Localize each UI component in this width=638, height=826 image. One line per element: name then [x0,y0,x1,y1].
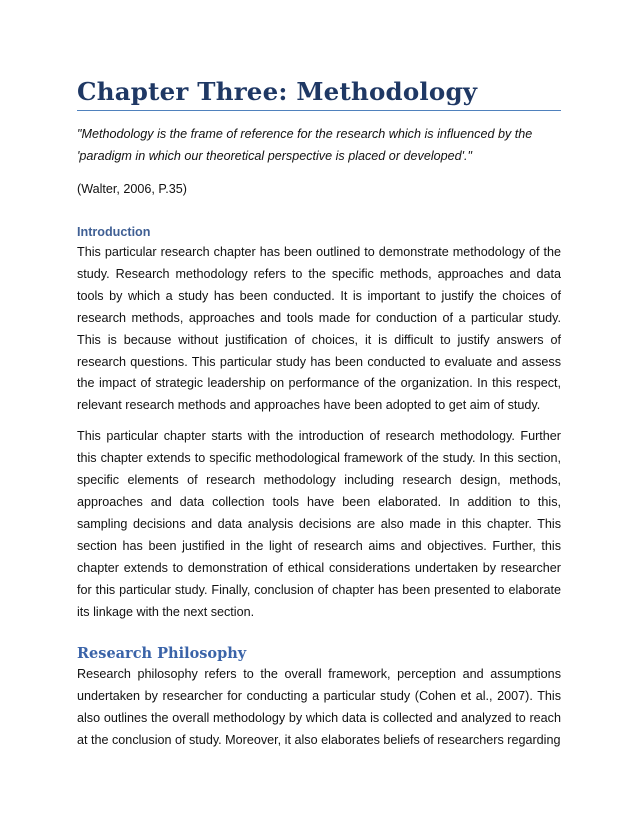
epigraph-quote [77,123,561,167]
epigraph-quote-line-2: 'paradigm in which our theoretical perspective is placed or developed'." [77,149,473,163]
introduction-paragraph-1: This particular research chapter has been outlined to demonstrate methodology of the study. Research methodology refers to the specific methods, approaches and data tools by which a study has been conducted. It is important to justify the choices of research methods, approaches and tools made for conduction of a particular study. This is because without justification of choices, it is difficult to justify answers of research questions. This particular study has been conducted to evaluate and assess the impact of strategic leadership on performance of the organization. In this respect, relevant research methods and approaches have been adopted to get aim of study. [77,245,561,413]
epigraph-quote-line-1: "Methodology is the frame of reference for the research which is influenced by the [77,127,533,141]
page-content [77,76,561,752]
epigraph-citation: (Walter, 2006, P.35) [77,182,187,196]
chapter-title: Chapter Three: Methodology [77,76,561,111]
introduction-heading: Introduction [77,225,151,239]
research-philosophy-paragraph-1: Research philosophy refers to the overall framework, perception and assumptions undertaken by researcher for conducting a particular study (Cohen et al., 2007). This also outlines the overall methodology by which data is collected and analyzed to reach at the conclusion of study. Moreover, it also elaborates beliefs of researchers regarding [77,667,561,748]
introduction-paragraph-2: This particular chapter starts with the introduction of research methodology. Further this chapter extends to specific methodological framework of the study. In this section, specific elements of research methodology including research design, methods, approaches and data collection tools have been elaborated. In addition to this, sampling decisions and data analysis decisions are also made in this chapter. This section has been justified in the light of research aims and objectives. Further, this chapter extends to demonstration of ethical considerations undertaken by researcher for this particular study. Finally, conclusion of chapter has been presented to elaborate its linkage with the next section. [77,429,561,619]
research-philosophy-heading: Research Philosophy [77,645,247,663]
